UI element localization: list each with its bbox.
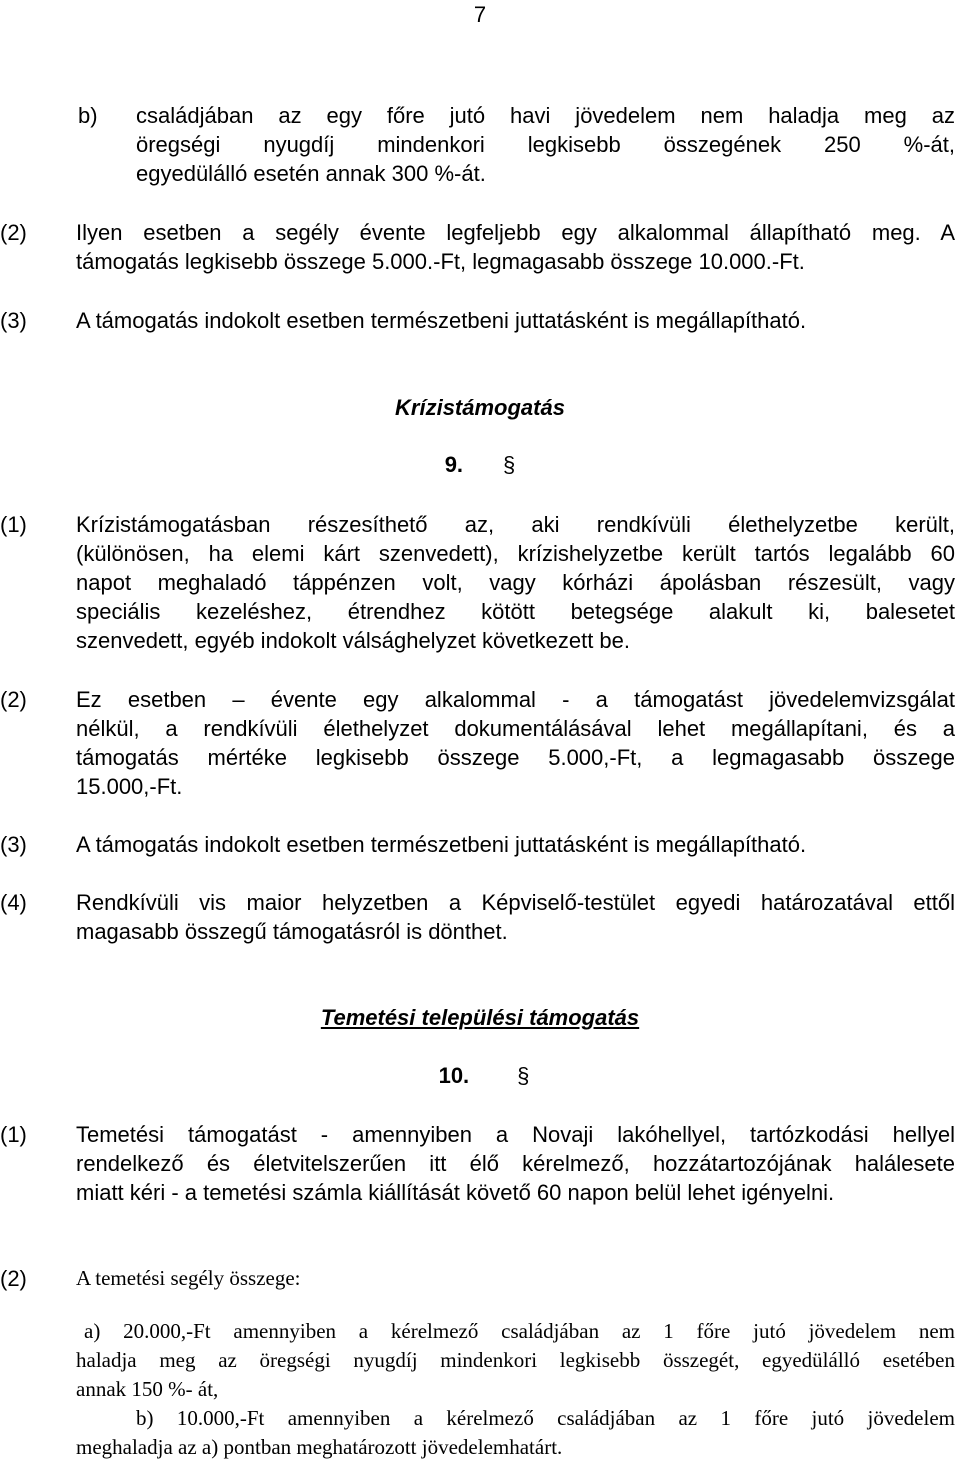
t-p1-line: miatt kéri - a temetési számla kiállítását követő 60 napon belül lehet igényelni. xyxy=(76,1180,835,1205)
t-item-a xyxy=(76,1317,955,1404)
t-item-b-line: b) 10.000,-Ft amennyiben a kérelmező családjában az 1 főre jutó jövedelem xyxy=(136,1406,955,1430)
t-item-a-line: a) 20.000,-Ft amennyiben a kérelmező családjában az 1 főre jutó jövedelem nem xyxy=(84,1319,955,1343)
t-item-b-line: meghaladja az a) pontban meghatározott jövedelemhatárt. xyxy=(76,1435,563,1459)
t-item-a-line: haladja meg az öregségi nyugdíj mindenkori legkisebb összegét, egyedülálló esetében xyxy=(76,1348,955,1372)
krizis-paragraph-number xyxy=(0,452,960,478)
t-item-b xyxy=(76,1404,955,1462)
k-p2-line: Ez esetben – évente egy alkalommal - a támogatást jövedelemvizsgálat xyxy=(76,687,955,712)
item-b-label: b) xyxy=(78,103,98,128)
s8-p3-line: A támogatás indokolt esetben természetbeni juttatásként is megállapítható. xyxy=(76,308,807,333)
s8-p2-label: (2) xyxy=(0,220,27,245)
k-p1-label: (1) xyxy=(0,512,27,537)
k-p4-text xyxy=(76,888,955,946)
krizis-para-sign: § xyxy=(503,452,516,477)
t-p1-label: (1) xyxy=(0,1122,27,1147)
s8-p2-line: Ilyen esetben a segély évente legfeljebb egy alkalommal állapítható meg. A xyxy=(76,220,955,245)
k-p1-line: speciális kezeléshez, étrendhez kötött betegsége alakult ki, balesetet xyxy=(76,599,955,624)
temetesi-para-num: 10. xyxy=(438,1063,470,1088)
k-p4-line: Rendkívüli vis maior helyzetben a Képviselő-testület egyedi határozatával ettől xyxy=(76,890,955,915)
k-p1-text xyxy=(76,510,955,655)
k-p4-line: magasabb összegű támogatásról is dönthet. xyxy=(76,919,508,944)
k-p2-line: 15.000,-Ft. xyxy=(76,774,183,799)
k-p2-line: nélkül, a rendkívüli élethelyzet dokumentálásával lehet megállapítani, és a xyxy=(76,716,955,741)
s8-p2-text xyxy=(76,218,955,276)
temetesi-paragraph-number xyxy=(0,1063,960,1089)
k-p4-label: (4) xyxy=(0,890,27,915)
s8-p2-line: támogatás legkisebb összege 5.000.-Ft, legmagasabb összege 10.000.-Ft. xyxy=(76,249,805,274)
item-b-line: öregségi nyugdíj mindenkori legkisebb összegének 250 %-át, xyxy=(136,132,955,157)
temetesi-heading: Temetési települési támogatás xyxy=(320,1005,640,1030)
k-p1-line: Krízistámogatásban részesíthető az, aki rendkívüli élethelyzetbe került, xyxy=(76,512,955,537)
k-p1-line: (különösen, ha elemi kárt szenvedett), krízishelyzetbe került tartós legalább 60 xyxy=(76,541,955,566)
page-number: 7 xyxy=(473,2,487,27)
item-b-line: egyedülálló esetén annak 300 %-át. xyxy=(136,161,486,186)
k-p3-label: (3) xyxy=(0,832,27,857)
k-p3-text xyxy=(76,830,955,859)
temetesi-para-sign: § xyxy=(517,1063,530,1088)
t-p1-line: rendelkező és életvitelszerűen itt élő kérelmező, hozzátartozójának halálesete xyxy=(76,1151,955,1176)
k-p3-line: A támogatás indokolt esetben természetbeni juttatásként is megállapítható. xyxy=(76,832,807,857)
t-item-a-line: annak 150 %- át, xyxy=(76,1377,219,1401)
krizis-heading: Krízistámogatás xyxy=(395,395,565,420)
t-p1-line: Temetési támogatást - amennyiben a Novaji lakóhellyel, tartózkodási hellyel xyxy=(76,1122,955,1147)
k-p2-label: (2) xyxy=(0,687,27,712)
t-p1-text xyxy=(76,1120,955,1207)
t-p2-label: (2) xyxy=(0,1266,27,1291)
k-p1-line: szenvedett, egyéb indokolt válsághelyzet következett be. xyxy=(76,628,631,653)
k-p2-text xyxy=(76,685,955,801)
t-p2-intro: A temetési segély összege: xyxy=(76,1266,301,1290)
krizis-para-num: 9. xyxy=(444,452,464,477)
k-p2-line: támogatás mértéke legkisebb összege 5.000,-Ft, a legmagasabb összege xyxy=(76,745,955,770)
s8-p3-label: (3) xyxy=(0,308,27,333)
item-b-line: családjában az egy főre jutó havi jövedelem nem haladja meg az xyxy=(136,103,955,128)
item-b-text xyxy=(136,101,955,188)
s8-p3-text xyxy=(76,306,955,335)
k-p1-line: napot meghaladó táppénzen volt, vagy kórházi ápolásban részesült, vagy xyxy=(76,570,955,595)
